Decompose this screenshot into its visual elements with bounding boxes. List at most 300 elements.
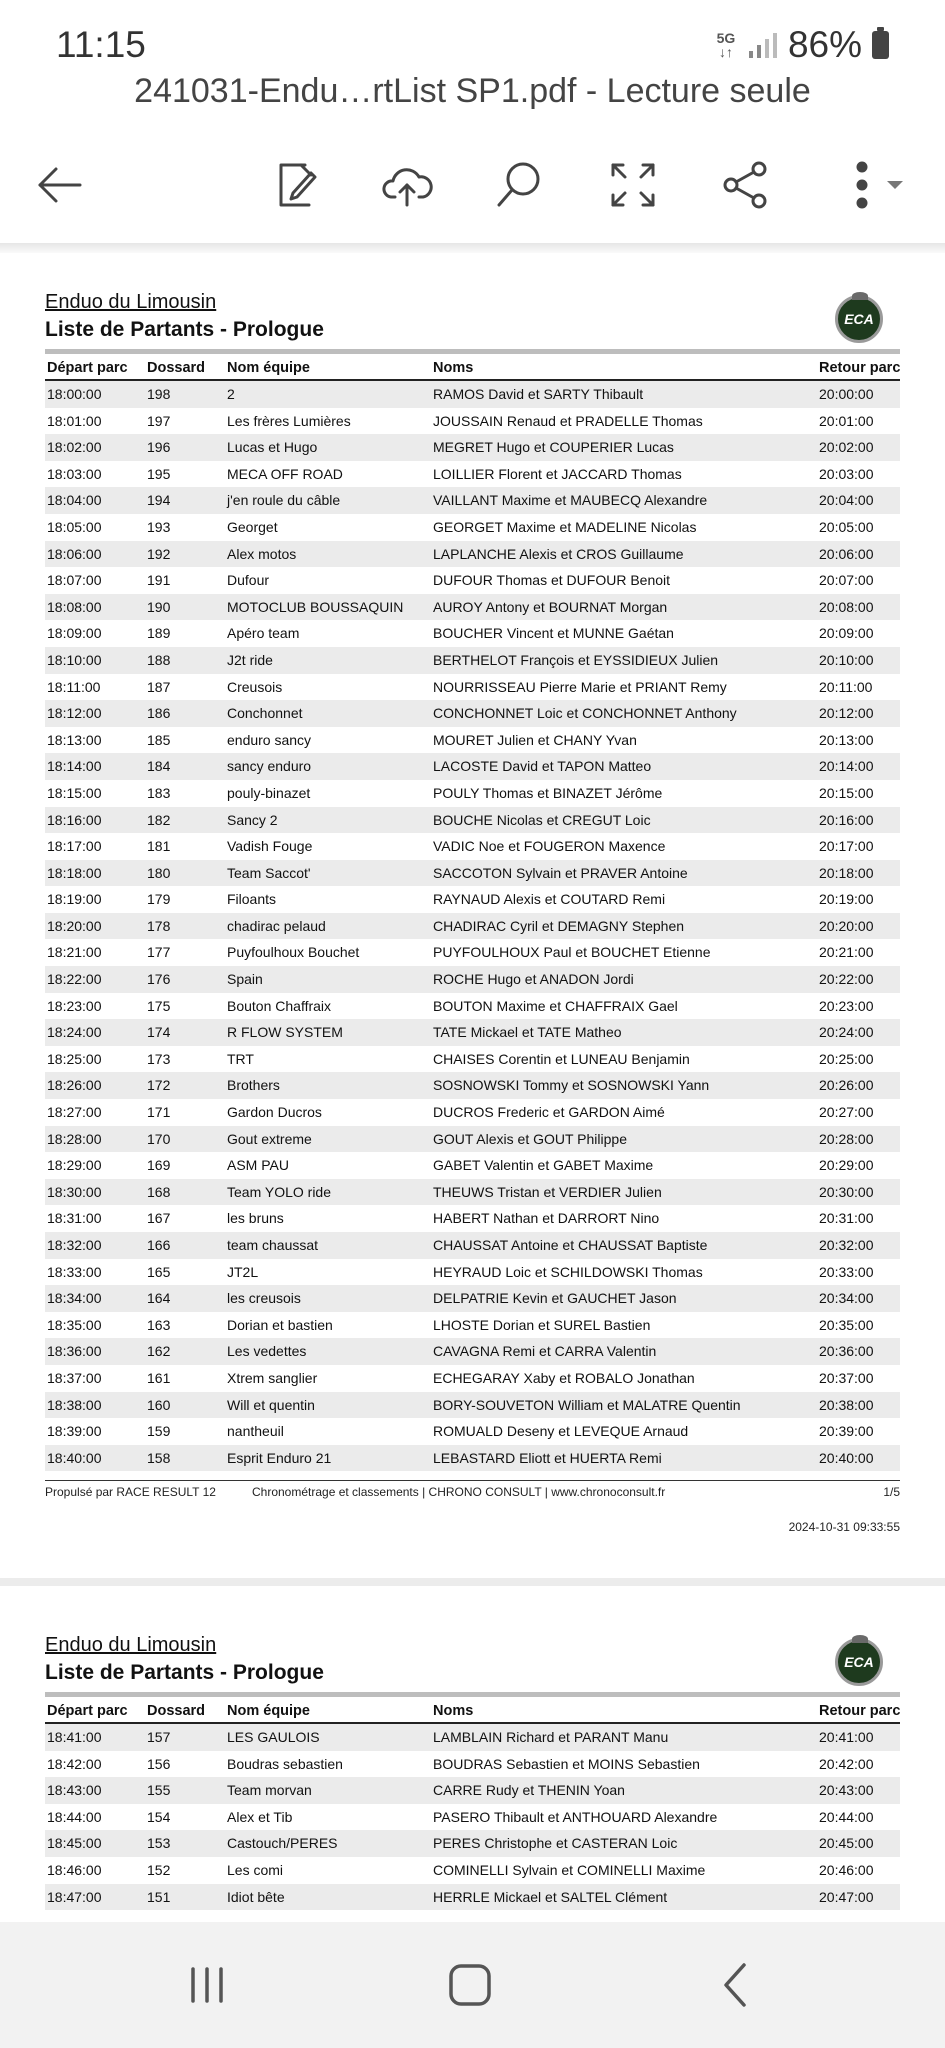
- cell-noms: JOUSSAIN Renaud et PRADELLE Thomas: [433, 412, 703, 429]
- cell-retour: 20:10:00: [819, 651, 874, 668]
- cell-retour: 20:43:00: [819, 1782, 874, 1799]
- table-row: [45, 860, 900, 887]
- cell-dossard: 173: [147, 1050, 171, 1067]
- cell-depart: 18:06:00: [47, 545, 102, 562]
- cell-retour: 20:44:00: [819, 1808, 874, 1825]
- cell-retour: 20:04:00: [819, 492, 874, 509]
- table-row: [45, 1418, 900, 1445]
- col-retour: Retour parc: [819, 360, 901, 376]
- search-icon[interactable]: [484, 140, 554, 230]
- table-row: [45, 1884, 900, 1911]
- edit-document-icon[interactable]: [262, 140, 332, 230]
- cell-noms: LACOSTE David et TAPON Matteo: [433, 758, 652, 775]
- table-row: [45, 1099, 900, 1126]
- cell-nom-equipe: Xtrem sanglier: [227, 1369, 318, 1386]
- table-row: [45, 1724, 900, 1751]
- cell-depart: 18:31:00: [47, 1210, 102, 1227]
- cell-depart: 18:39:00: [47, 1423, 102, 1440]
- table-row: [45, 1046, 900, 1073]
- cell-depart: 18:21:00: [47, 944, 102, 961]
- cell-depart: 18:18:00: [47, 864, 102, 881]
- cell-noms: PERES Christophe et CASTERAN Loic: [433, 1835, 678, 1852]
- cell-nom-equipe: JT2L: [227, 1263, 259, 1280]
- cell-dossard: 181: [147, 838, 171, 855]
- cell-depart: 18:13:00: [47, 731, 102, 748]
- cell-retour: 20:31:00: [819, 1210, 874, 1227]
- cell-noms: AUROY Antony et BOURNAT Morgan: [433, 598, 668, 615]
- signal-icon: [748, 31, 778, 59]
- cell-depart: 18:47:00: [47, 1888, 102, 1905]
- cell-depart: 18:44:00: [47, 1808, 102, 1825]
- table-row: [45, 780, 900, 807]
- cell-depart: 18:43:00: [47, 1782, 102, 1799]
- cloud-upload-icon[interactable]: [372, 140, 442, 230]
- cell-dossard: 156: [147, 1755, 171, 1772]
- cell-noms: PASERO Thibault et ANTHOUARD Alexandre: [433, 1808, 718, 1825]
- cell-dossard: 194: [147, 492, 171, 509]
- cell-retour: 20:12:00: [819, 705, 874, 722]
- col-nom-equipe: Nom équipe: [227, 1703, 310, 1719]
- table-row: [45, 1751, 900, 1778]
- cell-noms: BOUCHER Vincent et MUNNE Gaétan: [433, 625, 674, 642]
- table-row: [45, 487, 900, 514]
- table-row: [45, 1445, 900, 1472]
- cell-dossard: 167: [147, 1210, 171, 1227]
- cell-noms: NOURRISSEAU Pierre Marie et PRIANT Remy: [433, 678, 727, 695]
- cell-dossard: 172: [147, 1077, 171, 1094]
- starters-table-page-2: [45, 1724, 900, 1910]
- cell-retour: 20:30:00: [819, 1183, 874, 1200]
- table-row: [45, 1126, 900, 1153]
- battery-percent: 86%: [787, 24, 862, 65]
- cell-nom-equipe: Gout extreme: [227, 1130, 312, 1147]
- cell-depart: 18:14:00: [47, 758, 102, 775]
- cell-dossard: 188: [147, 651, 171, 668]
- table-row: [45, 1338, 900, 1365]
- share-icon[interactable]: [710, 140, 780, 230]
- cell-retour: 20:08:00: [819, 598, 874, 615]
- cell-depart: 18:23:00: [47, 997, 102, 1014]
- page-separator: [0, 1578, 945, 1586]
- cell-depart: 18:01:00: [47, 412, 102, 429]
- cell-nom-equipe: Les frères Lumières: [227, 412, 351, 429]
- table-row: [45, 381, 900, 408]
- network-indicator: 5G ↓↑: [716, 30, 736, 60]
- cell-retour: 20:19:00: [819, 891, 874, 908]
- status-time: 11:15: [56, 24, 146, 65]
- table-row: [45, 1804, 900, 1831]
- cell-noms: HEYRAUD Loic et SCHILDOWSKI Thomas: [433, 1263, 703, 1280]
- cell-nom-equipe: Les comi: [227, 1861, 284, 1878]
- cell-noms: SACCOTON Sylvain et PRAVER Antoine: [433, 864, 688, 881]
- cell-noms: LAPLANCHE Alexis et CROS Guillaume: [433, 545, 684, 562]
- table-row: [45, 1152, 900, 1179]
- table-row: [45, 1365, 900, 1392]
- cell-nom-equipe: Creusois: [227, 678, 283, 695]
- cell-retour: 20:24:00: [819, 1024, 874, 1041]
- cell-depart: 18:33:00: [47, 1263, 102, 1280]
- cell-retour: 20:46:00: [819, 1861, 874, 1878]
- cell-noms: HABERT Nathan et DARRORT Nino: [433, 1210, 660, 1227]
- cell-nom-equipe: MECA OFF ROAD: [227, 465, 343, 482]
- cell-nom-equipe: LES GAULOIS: [227, 1729, 320, 1745]
- cell-depart: 18:09:00: [47, 625, 102, 642]
- cell-dossard: 157: [147, 1729, 171, 1745]
- cell-dossard: 152: [147, 1861, 171, 1878]
- eca-logo: ECA: [835, 295, 883, 343]
- cell-retour: 20:22:00: [819, 971, 874, 988]
- cell-noms: GOUT Alexis et GOUT Philippe: [433, 1130, 627, 1147]
- cell-retour: 20:15:00: [819, 784, 874, 801]
- table-row: [45, 913, 900, 940]
- cell-noms: CONCHONNET Loic et CONCHONNET Anthony: [433, 705, 737, 722]
- cell-depart: 18:16:00: [47, 811, 102, 828]
- cell-dossard: 182: [147, 811, 171, 828]
- cell-nom-equipe: Alex et Tib: [227, 1808, 293, 1825]
- cell-retour: 20:07:00: [819, 572, 874, 589]
- cell-dossard: 187: [147, 678, 171, 695]
- battery-icon: [872, 31, 889, 59]
- cell-retour: 20:06:00: [819, 545, 874, 562]
- cell-retour: 20:16:00: [819, 811, 874, 828]
- cell-depart: 18:24:00: [47, 1024, 102, 1041]
- table-row: [45, 594, 900, 621]
- cell-retour: 20:34:00: [819, 1290, 874, 1307]
- cell-dossard: 179: [147, 891, 171, 908]
- cell-retour: 20:02:00: [819, 439, 874, 456]
- cell-noms: BORY-SOUVETON William et MALATRE Quentin: [433, 1396, 741, 1413]
- cell-dossard: 191: [147, 572, 171, 589]
- cell-noms: CHADIRAC Cyril et DEMAGNY Stephen: [433, 917, 685, 934]
- cell-noms: CHAISES Corentin et LUNEAU Benjamin: [433, 1050, 690, 1067]
- table-row: [45, 620, 900, 647]
- cell-noms: THEUWS Tristan et VERDIER Julien: [433, 1183, 662, 1200]
- table-row: [45, 939, 900, 966]
- table-row: [45, 993, 900, 1020]
- cell-dossard: 175: [147, 997, 171, 1014]
- cell-nom-equipe: TRT: [227, 1050, 254, 1067]
- cell-nom-equipe: Georget: [227, 518, 278, 535]
- cell-noms: RAMOS David et SARTY Thibault: [433, 386, 644, 402]
- cell-dossard: 166: [147, 1237, 171, 1253]
- cell-retour: 20:01:00: [819, 412, 874, 429]
- cell-depart: 18:30:00: [47, 1183, 102, 1200]
- cell-noms: ROMUALD Deseny et LEVEQUE Arnaud: [433, 1423, 689, 1440]
- col-noms: Noms: [433, 1703, 474, 1719]
- cell-dossard: 190: [147, 598, 171, 615]
- table-row: [45, 966, 900, 993]
- cell-noms: VADIC Noe et FOUGERON Maxence: [433, 838, 666, 855]
- cell-dossard: 164: [147, 1290, 171, 1307]
- cell-nom-equipe: Les vedettes: [227, 1343, 307, 1360]
- cell-retour: 20:25:00: [819, 1050, 874, 1067]
- cell-retour: 20:29:00: [819, 1157, 874, 1174]
- print-timestamp: 2024-10-31 09:33:55: [788, 1520, 900, 1534]
- cell-dossard: 169: [147, 1157, 171, 1174]
- cell-noms: BOUDRAS Sebastien et MOINS Sebastien: [433, 1755, 700, 1772]
- cell-nom-equipe: les creusois: [227, 1290, 301, 1307]
- event-title: Enduo du Limousin: [45, 291, 217, 313]
- cell-nom-equipe: Apéro team: [227, 625, 300, 642]
- table-row: [45, 1179, 900, 1206]
- cell-retour: 20:42:00: [819, 1755, 874, 1772]
- cell-dossard: 196: [147, 439, 171, 456]
- cell-dossard: 161: [147, 1369, 171, 1386]
- table-row: [45, 647, 900, 674]
- cell-noms: CAVAGNA Remi et CARRA Valentin: [433, 1343, 657, 1360]
- col-dossard: Dossard: [147, 360, 206, 376]
- cell-noms: SOSNOWSKI Tommy et SOSNOWSKI Yann: [433, 1077, 710, 1094]
- cell-retour: 20:20:00: [819, 917, 874, 934]
- cell-nom-equipe: Esprit Enduro 21: [227, 1449, 332, 1466]
- table-row: [45, 1019, 900, 1046]
- cell-depart: 18:03:00: [47, 465, 102, 482]
- table-row: [45, 727, 900, 754]
- cell-retour: 20:28:00: [819, 1130, 874, 1147]
- cell-dossard: 160: [147, 1396, 171, 1413]
- cell-noms: LAMBLAIN Richard et PARANT Manu: [433, 1729, 669, 1745]
- cell-depart: 18:04:00: [47, 492, 102, 509]
- cell-depart: 18:27:00: [47, 1104, 102, 1121]
- cell-retour: 20:23:00: [819, 997, 874, 1014]
- cell-depart: 18:20:00: [47, 917, 102, 934]
- cell-dossard: 151: [147, 1888, 171, 1905]
- cell-noms: PUYFOULHOUX Paul et BOUCHET Etienne: [433, 944, 711, 961]
- cell-nom-equipe: Vadish Fouge: [227, 838, 313, 855]
- cell-depart: 18:07:00: [47, 572, 102, 589]
- cell-depart: 18:02:00: [47, 439, 102, 456]
- cell-depart: 18:25:00: [47, 1050, 102, 1067]
- cell-dossard: 171: [147, 1104, 171, 1121]
- cell-noms: DUCROS Frederic et GARDON Aimé: [433, 1104, 665, 1121]
- header-rule: [45, 1692, 900, 1697]
- cell-nom-equipe: Boudras sebastien: [227, 1755, 343, 1772]
- cell-nom-equipe: 2: [227, 386, 235, 402]
- cell-retour: 20:38:00: [819, 1396, 874, 1413]
- cell-dossard: 163: [147, 1316, 171, 1333]
- cell-depart: 18:32:00: [47, 1237, 102, 1253]
- list-subtitle: Liste de Partants - Prologue: [45, 1661, 324, 1684]
- cell-retour: 20:00:00: [819, 386, 874, 402]
- cell-depart: 18:35:00: [47, 1316, 102, 1333]
- cell-noms: HERRLE Mickael et SALTEL Clément: [433, 1888, 668, 1905]
- starters-table-page-1: [45, 381, 900, 1471]
- back-arrow-icon[interactable]: [25, 140, 95, 230]
- cell-retour: 20:35:00: [819, 1316, 874, 1333]
- cell-depart: 18:29:00: [47, 1157, 102, 1174]
- table-row: [45, 1072, 900, 1099]
- page-number: 1/5: [883, 1485, 900, 1499]
- cell-nom-equipe: Will et quentin: [227, 1396, 315, 1413]
- cell-dossard: 154: [147, 1808, 171, 1825]
- cell-depart: 18:15:00: [47, 784, 102, 801]
- cell-noms: VAILLANT Maxime et MAUBECQ Alexandre: [433, 492, 708, 509]
- cell-depart: 18:19:00: [47, 891, 102, 908]
- table-row: [45, 541, 900, 568]
- table-row: [45, 1857, 900, 1884]
- cell-retour: 20:05:00: [819, 518, 874, 535]
- cell-nom-equipe: pouly-binazet: [227, 784, 311, 801]
- cell-dossard: 153: [147, 1835, 171, 1852]
- cell-noms: MEGRET Hugo et COUPERIER Lucas: [433, 439, 674, 456]
- footer-powered: Propulsé par RACE RESULT 12: [45, 1485, 216, 1499]
- cell-dossard: 180: [147, 864, 171, 881]
- table-row: [45, 408, 900, 435]
- cell-retour: 20:26:00: [819, 1077, 874, 1094]
- cell-noms: CARRE Rudy et THENIN Yoan: [433, 1782, 625, 1799]
- cell-dossard: 184: [147, 758, 171, 775]
- cell-dossard: 183: [147, 784, 171, 801]
- pdf-page-2: [0, 1586, 945, 1922]
- pdf-page-1: [0, 253, 945, 1578]
- col-depart: Départ parc: [47, 1703, 128, 1719]
- col-nom-equipe: Nom équipe: [227, 360, 310, 376]
- toolbar: [0, 140, 945, 240]
- cell-nom-equipe: Brothers: [227, 1077, 280, 1094]
- cell-noms: LHOSTE Dorian et SUREL Bastien: [433, 1316, 651, 1333]
- list-subtitle: Liste de Partants - Prologue: [45, 318, 324, 341]
- cell-retour: 20:47:00: [819, 1888, 874, 1905]
- table-row: [45, 1312, 900, 1339]
- cell-depart: 18:22:00: [47, 971, 102, 988]
- cell-retour: 20:39:00: [819, 1423, 874, 1440]
- cell-retour: 20:36:00: [819, 1343, 874, 1360]
- table-row: [45, 700, 900, 727]
- back-icon[interactable]: [686, 1950, 786, 2020]
- cell-depart: 18:12:00: [47, 705, 102, 722]
- cell-noms: RAYNAUD Alexis et COUTARD Remi: [433, 891, 666, 908]
- cell-depart: 18:38:00: [47, 1396, 102, 1413]
- cell-noms: GEORGET Maxime et MADELINE Nicolas: [433, 518, 697, 535]
- cell-retour: 20:14:00: [819, 758, 874, 775]
- table-row: [45, 886, 900, 913]
- cell-retour: 20:32:00: [819, 1237, 874, 1253]
- table-row: [45, 461, 900, 488]
- cell-noms: TATE Mickael et TATE Matheo: [433, 1024, 622, 1041]
- cell-dossard: 174: [147, 1024, 171, 1041]
- header-rule: [45, 349, 900, 354]
- cell-retour: 20:40:00: [819, 1449, 874, 1466]
- cell-noms: BOUCHE Nicolas et CREGUT Loic: [433, 811, 651, 828]
- cell-nom-equipe: Conchonnet: [227, 705, 303, 722]
- footer-line: [45, 1480, 900, 1481]
- cell-depart: 18:10:00: [47, 651, 102, 668]
- cell-depart: 18:11:00: [47, 678, 101, 695]
- cell-nom-equipe: chadirac pelaud: [227, 917, 326, 934]
- cell-depart: 18:45:00: [47, 1835, 102, 1852]
- eca-logo: ECA: [835, 1638, 883, 1686]
- cell-depart: 18:08:00: [47, 598, 102, 615]
- cell-noms: MOURET Julien et CHANY Yvan: [433, 731, 637, 748]
- table-row: [45, 674, 900, 701]
- table-row: [45, 1205, 900, 1232]
- cell-depart: 18:36:00: [47, 1343, 102, 1360]
- cell-dossard: 189: [147, 625, 171, 642]
- cell-noms: DELPATRIE Kevin et GAUCHET Jason: [433, 1290, 677, 1307]
- cell-dossard: 195: [147, 465, 171, 482]
- cell-depart: 18:00:00: [47, 386, 102, 402]
- cell-dossard: 155: [147, 1782, 171, 1799]
- cell-dossard: 192: [147, 545, 171, 562]
- cell-nom-equipe: nantheuil: [227, 1423, 284, 1440]
- cell-dossard: 159: [147, 1423, 171, 1440]
- cell-noms: BERTHELOT François et EYSSIDIEUX Julien: [433, 651, 719, 668]
- col-depart: Départ parc: [47, 360, 128, 376]
- toolbar-shadow: [0, 243, 945, 253]
- recent-apps-icon[interactable]: [157, 1950, 257, 2020]
- cell-nom-equipe: team chaussat: [227, 1237, 319, 1253]
- table-row: [45, 1777, 900, 1804]
- more-options-icon[interactable]: [832, 140, 922, 230]
- document-title: 241031-Endu…rtList SP1.pdf - Lecture seule: [134, 72, 811, 110]
- cell-noms: ROCHE Hugo et ANADON Jordi: [433, 971, 634, 988]
- cell-dossard: 193: [147, 518, 171, 535]
- cell-nom-equipe: J2t ride: [227, 651, 273, 668]
- cell-retour: 20:18:00: [819, 864, 874, 881]
- cell-noms: ECHEGARAY Xaby et ROBALO Jonathan: [433, 1369, 695, 1386]
- cell-dossard: 176: [147, 971, 171, 988]
- cell-dossard: 178: [147, 917, 171, 934]
- cell-retour: 20:41:00: [819, 1729, 874, 1745]
- cell-nom-equipe: Alex motos: [227, 545, 297, 562]
- cell-noms: COMINELLI Sylvain et COMINELLI Maxime: [433, 1861, 706, 1878]
- cell-noms: GABET Valentin et GABET Maxime: [433, 1157, 654, 1174]
- home-icon[interactable]: [420, 1950, 520, 2020]
- table-row: [45, 514, 900, 541]
- cell-retour: 20:21:00: [819, 944, 874, 961]
- table-row: [45, 567, 900, 594]
- cell-nom-equipe: Spain: [227, 971, 263, 988]
- cell-noms: DUFOUR Thomas et DUFOUR Benoit: [433, 572, 671, 589]
- event-title: Enduo du Limousin: [45, 1634, 217, 1656]
- table-row: [45, 753, 900, 780]
- cell-nom-equipe: les bruns: [227, 1210, 284, 1227]
- cell-noms: LEBASTARD Eliott et HUERTA Remi: [433, 1449, 662, 1466]
- cell-nom-equipe: Team YOLO ride: [227, 1183, 332, 1200]
- cell-retour: 20:03:00: [819, 465, 874, 482]
- cell-dossard: 168: [147, 1183, 171, 1200]
- cell-depart: 18:41:00: [47, 1729, 102, 1745]
- cell-dossard: 197: [147, 412, 171, 429]
- cell-nom-equipe: sancy enduro: [227, 758, 312, 775]
- cell-depart: 18:42:00: [47, 1755, 102, 1772]
- cell-noms: POULY Thomas et BINAZET Jérôme: [433, 784, 663, 801]
- cell-dossard: 198: [147, 386, 171, 402]
- cell-dossard: 185: [147, 731, 171, 748]
- cell-retour: 20:11:00: [819, 678, 873, 695]
- cell-retour: 20:45:00: [819, 1835, 874, 1852]
- cell-nom-equipe: MOTOCLUB BOUSSAQUIN: [227, 598, 404, 615]
- cell-retour: 20:13:00: [819, 731, 874, 748]
- cell-depart: 18:17:00: [47, 838, 102, 855]
- footer-timing: Chronométrage et classements | CHRONO CONSULT | www.chronoconsult.fr: [252, 1485, 666, 1499]
- cell-depart: 18:37:00: [47, 1369, 102, 1386]
- table-row: [45, 1830, 900, 1857]
- fullscreen-icon[interactable]: [598, 140, 668, 230]
- cell-noms: LOILLIER Florent et JACCARD Thomas: [433, 465, 682, 482]
- cell-nom-equipe: Filoants: [227, 891, 277, 908]
- cell-dossard: 177: [147, 944, 171, 961]
- cell-retour: 20:27:00: [819, 1104, 874, 1121]
- cell-depart: 18:28:00: [47, 1130, 102, 1147]
- status-indicators: [714, 24, 889, 66]
- cell-nom-equipe: Sancy 2: [227, 811, 278, 828]
- cell-nom-equipe: Lucas et Hugo: [227, 439, 318, 456]
- table-row: [45, 807, 900, 834]
- cell-depart: 18:40:00: [47, 1449, 102, 1466]
- cell-dossard: 186: [147, 705, 171, 722]
- cell-retour: 20:37:00: [819, 1369, 874, 1386]
